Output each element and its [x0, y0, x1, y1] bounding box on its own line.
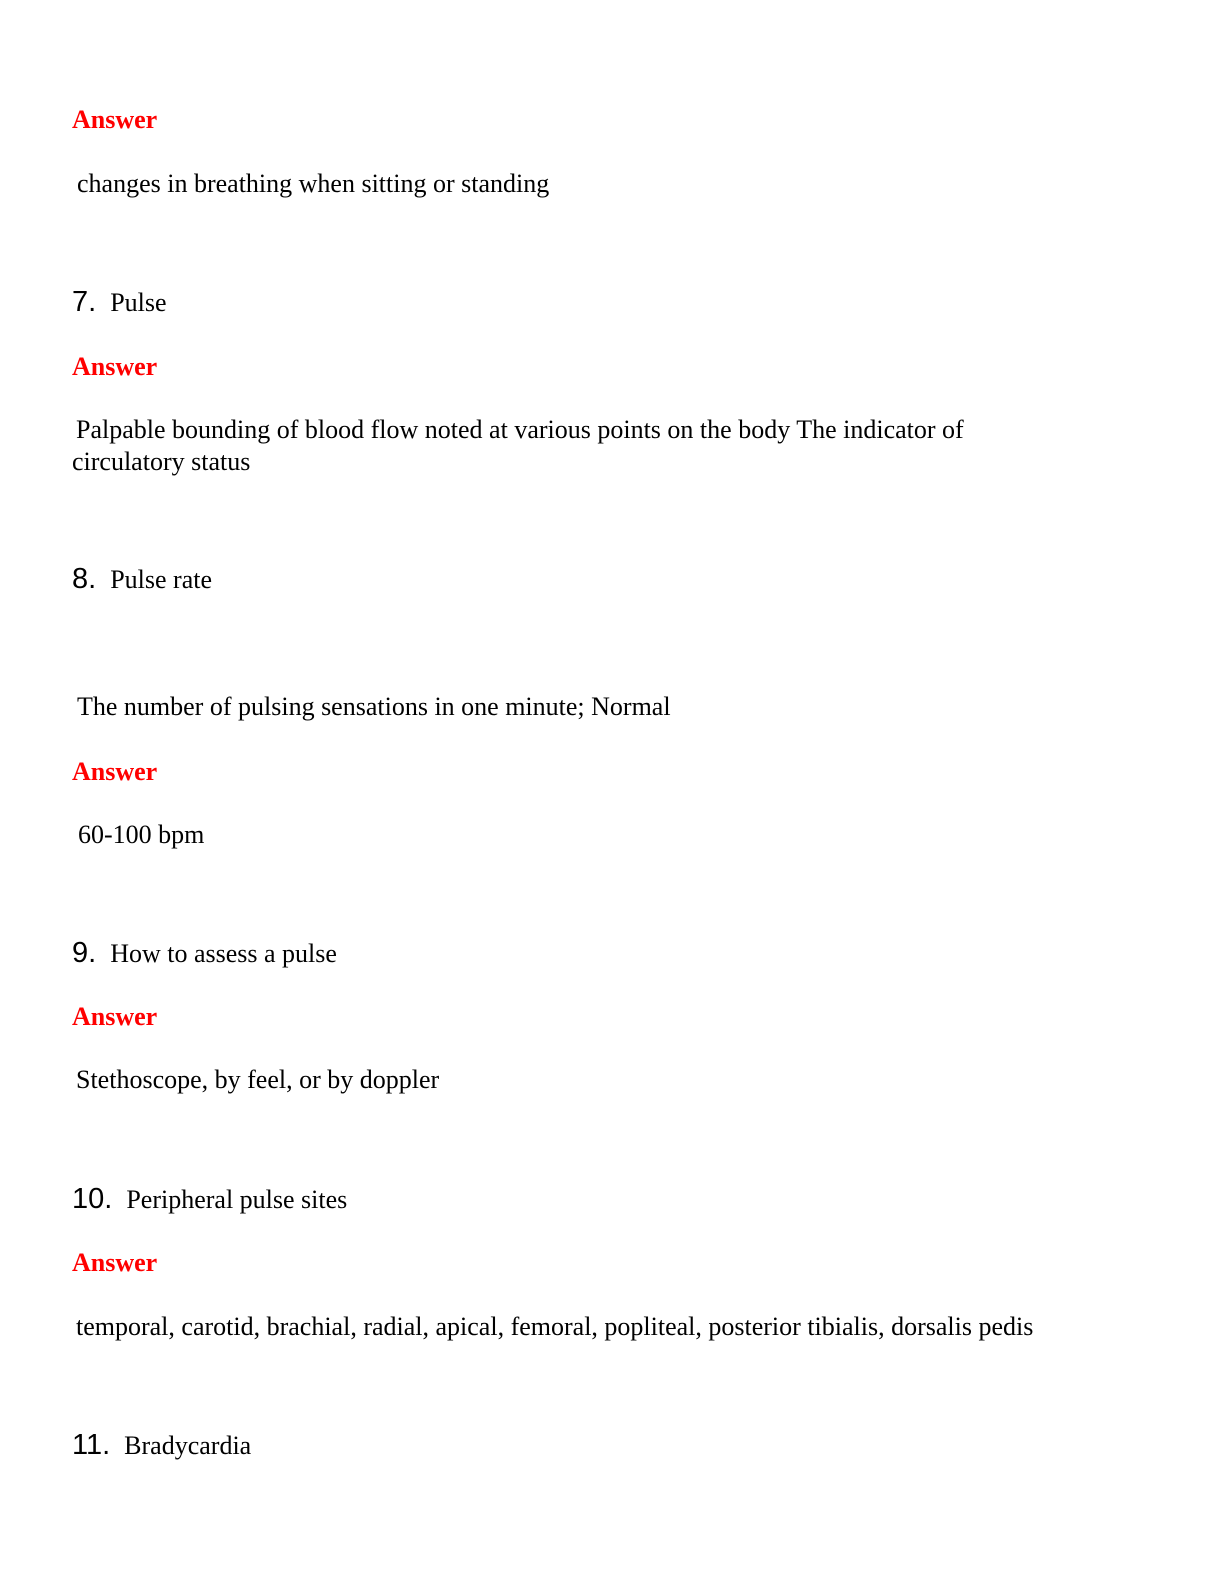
question-9: [72, 937, 337, 970]
answer-label: Answer: [72, 1248, 158, 1277]
question-number: 11.: [72, 1429, 111, 1461]
question-number: 7.: [72, 286, 97, 318]
question-8: [72, 563, 212, 596]
answer-label: Answer: [72, 1002, 158, 1031]
question-term: Pulse: [110, 288, 167, 317]
question-number: 8.: [72, 563, 97, 595]
answer-text: Palpable bounding of blood flow noted at various points on the body The indicator of circulatory status: [72, 415, 964, 476]
answer-label: Answer: [72, 105, 158, 134]
question-term: Peripheral pulse sites: [126, 1185, 348, 1214]
question-number: 10.: [72, 1183, 113, 1215]
answer-label: Answer: [72, 352, 158, 381]
answer-label: Answer: [72, 757, 158, 786]
question-number: 9.: [72, 937, 97, 969]
question-11: [72, 1429, 251, 1462]
answer-text: 60-100 bpm: [78, 820, 205, 849]
question-term: Bradycardia: [124, 1431, 252, 1460]
answer-text: Stethoscope, by feel, or by doppler: [76, 1065, 440, 1094]
question-term: Pulse rate: [110, 565, 212, 594]
question-10: [72, 1183, 347, 1216]
answer-text: changes in breathing when sitting or standing: [77, 169, 550, 198]
question-extra-text: The number of pulsing sensations in one minute; Normal: [77, 692, 671, 721]
answer-text: temporal, carotid, brachial, radial, apical, femoral, popliteal, posterior tibialis, dorsalis pedis: [76, 1312, 1034, 1341]
question-7: [72, 286, 167, 319]
question-term: How to assess a pulse: [110, 939, 337, 968]
